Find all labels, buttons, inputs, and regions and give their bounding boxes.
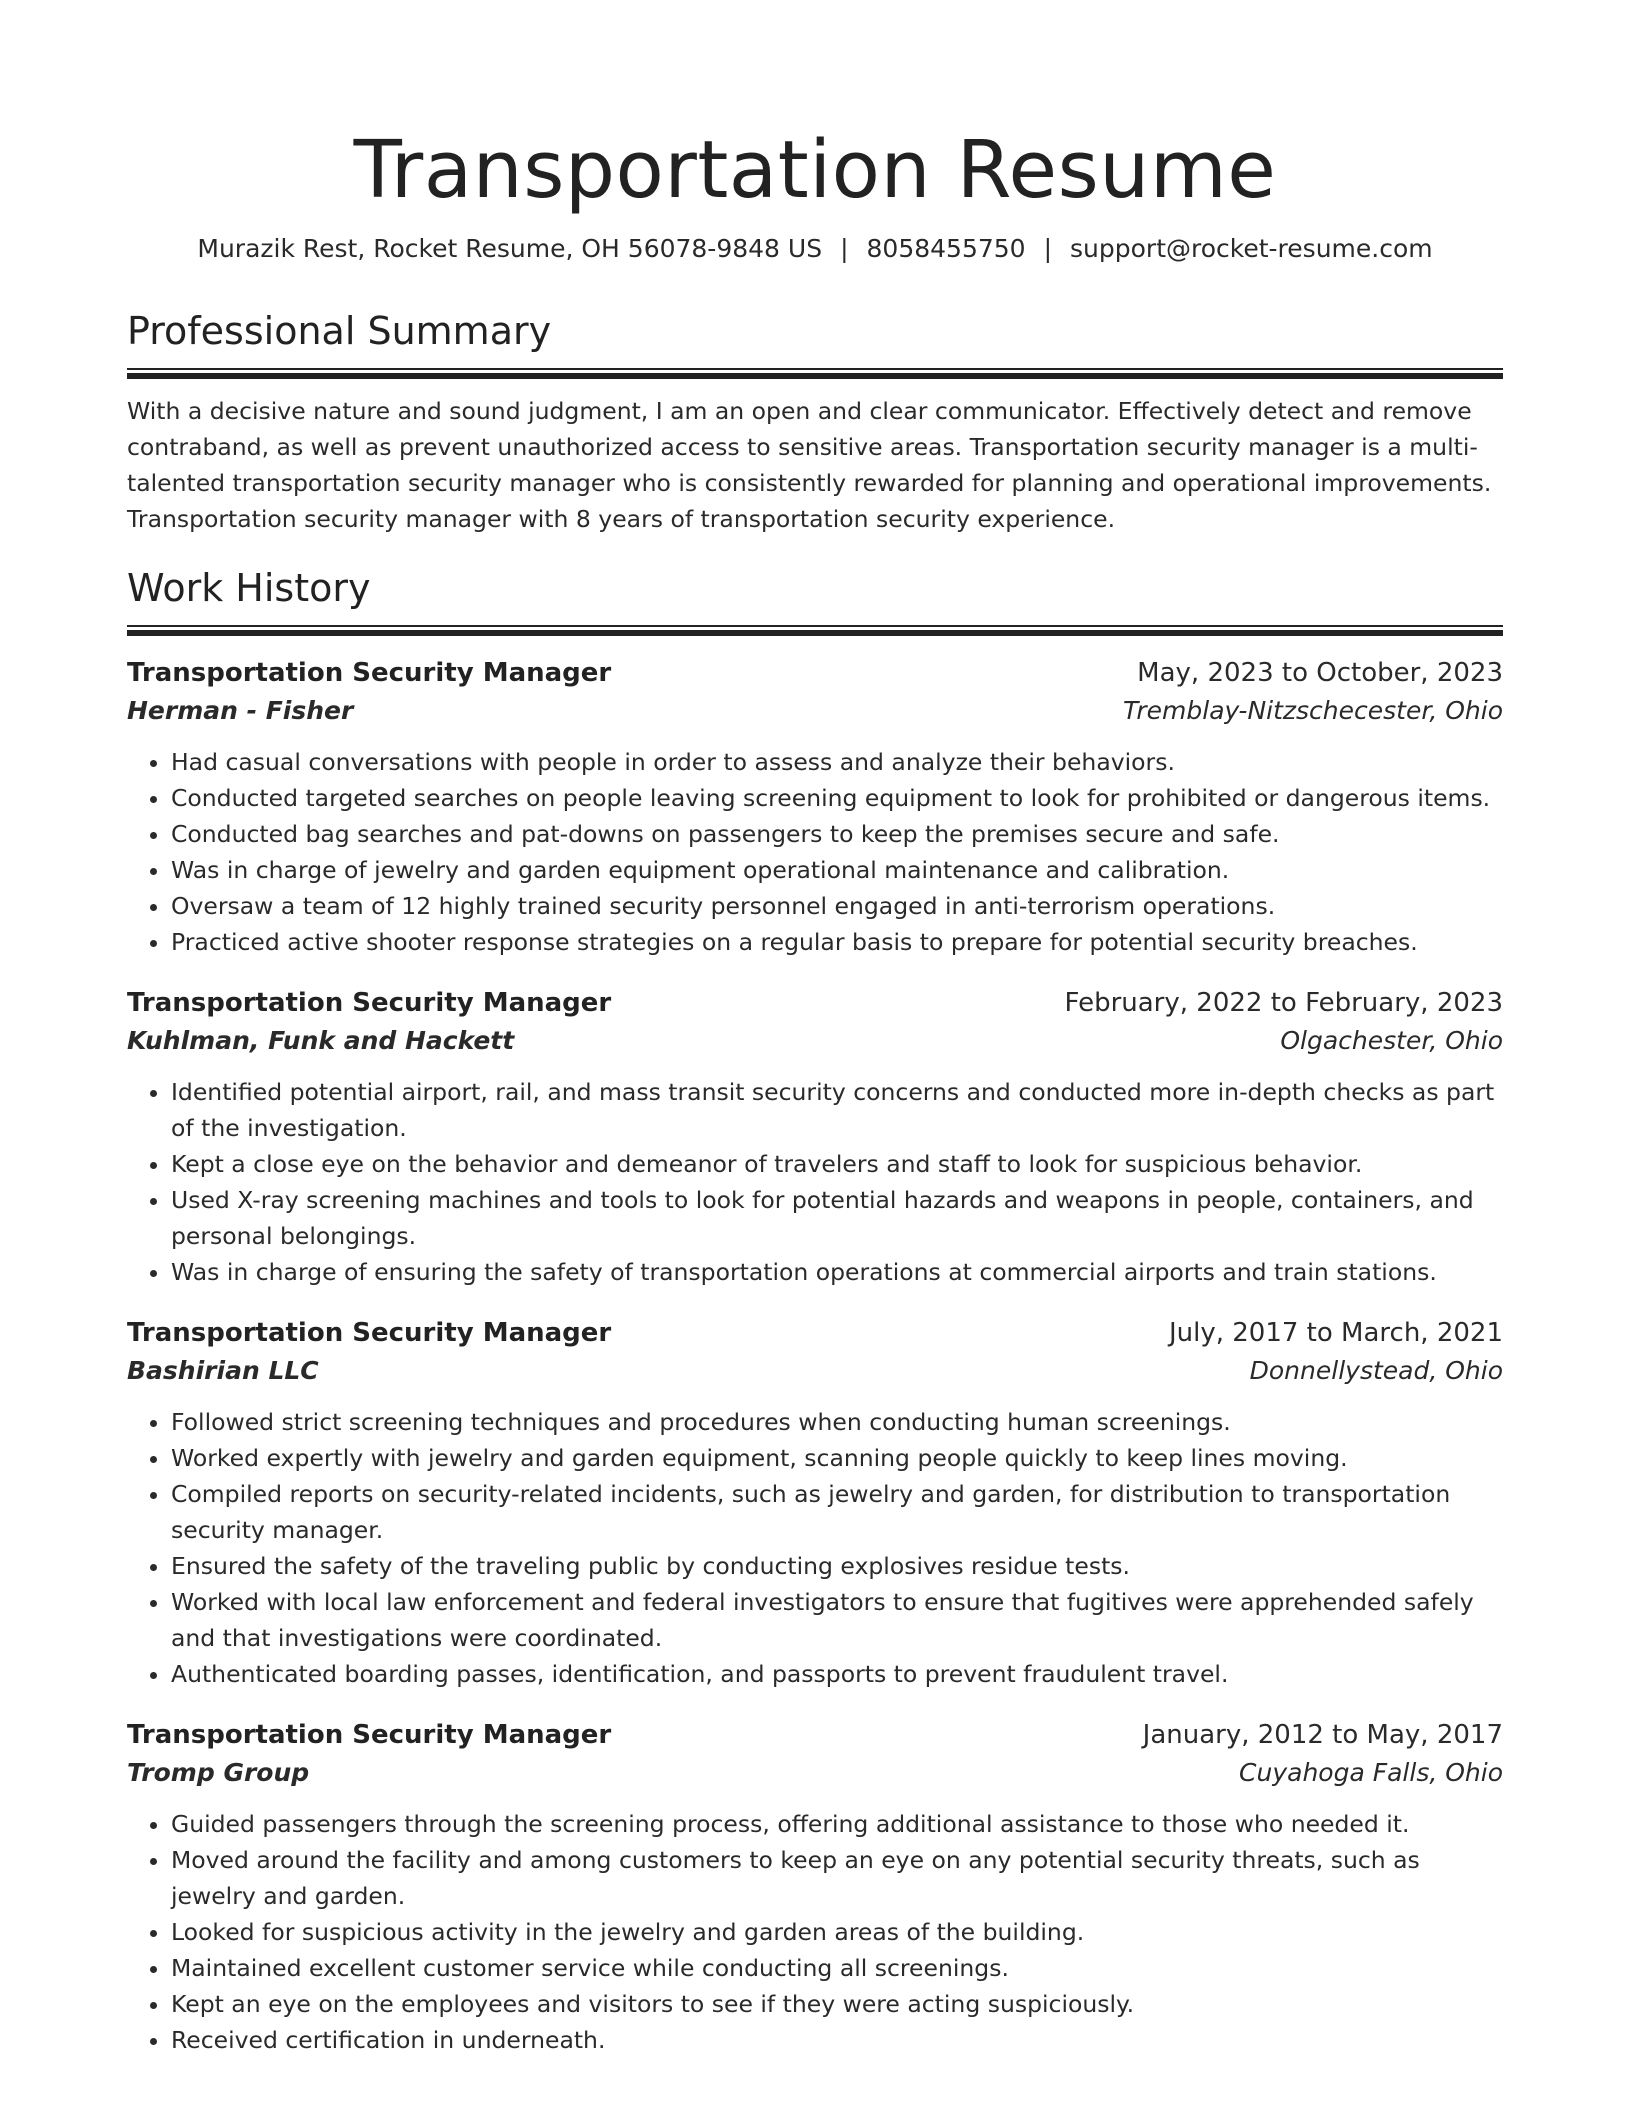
- job-entry: [127, 984, 1503, 1290]
- job-bullet: • Was in charge of jewelry and garden equipment operational maintenance and calibration.: [171, 852, 1503, 888]
- summary-text: With a decisive nature and sound judgment, I am an open and clear communicator. Effectively detect and remove contraband, as well as prevent unauthorized access to sensitive areas. Transportation security manager is a multi-talented transportation security manager who is consistently rewarded for planning and operational improvements. Transportation security manager with 8 years of transportation security experience.: [127, 397, 1492, 533]
- job-location: Cuyahoga Falls, Ohio: [1239, 1758, 1503, 1787]
- job-title: Transportation Security Manager: [127, 1318, 612, 1348]
- job-bullet: • Conducted bag searches and pat-downs on passengers to keep the premises secure and safe.: [171, 816, 1503, 852]
- contact-address: Murazik Rest, Rocket Resume, OH 56078-9848 US: [197, 234, 823, 263]
- job-entry: [127, 654, 1503, 960]
- job-location: Donnellystead, Ohio: [1249, 1356, 1503, 1385]
- job-dates: July, 2017 to March, 2021: [1168, 1318, 1503, 1348]
- job-company: Tromp Group: [127, 1758, 310, 1787]
- job-bullet: • Was in charge of ensuring the safety of transportation operations at commercial airports and train stations.: [171, 1254, 1503, 1290]
- job-company-row: [127, 1022, 1503, 1060]
- job-title: Transportation Security Manager: [127, 988, 612, 1018]
- job-company-row: [127, 1352, 1503, 1390]
- job-bullet-list: [127, 744, 1503, 960]
- contact-separator: |: [840, 234, 849, 263]
- job-company: Herman - Fisher: [127, 696, 354, 725]
- job-bullet: • Oversaw a team of 12 highly trained security personnel engaged in anti-terrorism operations.: [171, 888, 1503, 924]
- work-history-list: [127, 654, 1503, 2058]
- job-bullet: • Authenticated boarding passes, identification, and passports to prevent fraudulent travel.: [171, 1656, 1503, 1692]
- contact-email: support@rocket-resume.com: [1070, 234, 1433, 263]
- job-title: Transportation Security Manager: [127, 1720, 612, 1750]
- job-header-row: [127, 1716, 1503, 1754]
- job-bullet: • Had casual conversations with people in order to assess and analyze their behaviors.: [171, 744, 1503, 780]
- job-bullet: • Conducted targeted searches on people leaving screening equipment to look for prohibited or dangerous items.: [171, 780, 1503, 816]
- contact-phone: 8058455750: [866, 234, 1026, 263]
- job-dates: January, 2012 to May, 2017: [1142, 1720, 1503, 1750]
- job-dates: February, 2022 to February, 2023: [1064, 988, 1503, 1018]
- job-bullet: • Ensured the safety of the traveling public by conducting explosives residue tests.: [171, 1548, 1503, 1584]
- job-title: Transportation Security Manager: [127, 658, 612, 688]
- resume-page: [127, 0, 1503, 2058]
- job-bullet: • Received certification in underneath.: [171, 2022, 1503, 2058]
- job-bullet: • Kept a close eye on the behavior and demeanor of travelers and staff to look for suspicious behavior.: [171, 1146, 1503, 1182]
- job-bullet: • Looked for suspicious activity in the jewelry and garden areas of the building.: [171, 1914, 1503, 1950]
- job-bullet: • Maintained excellent customer service while conducting all screenings.: [171, 1950, 1503, 1986]
- job-bullet-list: [127, 1806, 1503, 2058]
- job-location: Tremblay-Nitzschecester, Ohio: [1123, 696, 1503, 725]
- job-bullet-list: [127, 1074, 1503, 1290]
- job-bullet: • Practiced active shooter response strategies on a regular basis to prepare for potential security breaches.: [171, 924, 1503, 960]
- section-divider: [127, 625, 1503, 636]
- job-bullet: • Compiled reports on security-related incidents, such as jewelry and garden, for distribution to transportation security manager.: [171, 1476, 1503, 1548]
- job-bullet: • Kept an eye on the employees and visitors to see if they were acting suspiciously.: [171, 1986, 1503, 2022]
- contact-separator: |: [1043, 234, 1053, 263]
- job-bullet: • Worked with local law enforcement and federal investigators to ensure that fugitives were apprehended safely and that investigations were coordinated.: [171, 1584, 1503, 1656]
- job-bullet: • Worked expertly with jewelry and garden equipment, scanning people quickly to keep lines moving.: [171, 1440, 1503, 1476]
- job-entry: [127, 1716, 1503, 2058]
- job-bullet-list: [127, 1404, 1503, 1692]
- job-bullet: • Guided passengers through the screening process, offering additional assistance to those who needed it.: [171, 1806, 1503, 1842]
- job-dates: May, 2023 to October, 2023: [1137, 658, 1503, 688]
- contact-line: [127, 234, 1503, 264]
- job-company: Bashirian LLC: [127, 1356, 319, 1385]
- job-header-row: [127, 984, 1503, 1022]
- resume-title: Transportation Resume: [353, 124, 1277, 216]
- job-bullet: • Followed strict screening techniques and procedures when conducting human screenings.: [171, 1404, 1503, 1440]
- job-entry: [127, 1314, 1503, 1692]
- job-company-row: [127, 692, 1503, 730]
- job-header-row: [127, 654, 1503, 692]
- section-title-work-history: Work History: [127, 566, 371, 610]
- job-location: Olgachester, Ohio: [1280, 1026, 1503, 1055]
- job-company: Kuhlman, Funk and Hackett: [127, 1026, 515, 1055]
- job-company-row: [127, 1754, 1503, 1792]
- section-divider: [127, 368, 1503, 379]
- job-bullet: • Identified potential airport, rail, and mass transit security concerns and conducted more in-depth checks as part of the investigation.: [171, 1074, 1503, 1146]
- job-bullet: • Moved around the facility and among customers to keep an eye on any potential security threats, such as jewelry and garden.: [171, 1842, 1503, 1914]
- section-title-summary: Professional Summary: [127, 309, 552, 353]
- job-bullet: • Used X-ray screening machines and tools to look for potential hazards and weapons in people, containers, and personal belongings.: [171, 1182, 1503, 1254]
- job-header-row: [127, 1314, 1503, 1352]
